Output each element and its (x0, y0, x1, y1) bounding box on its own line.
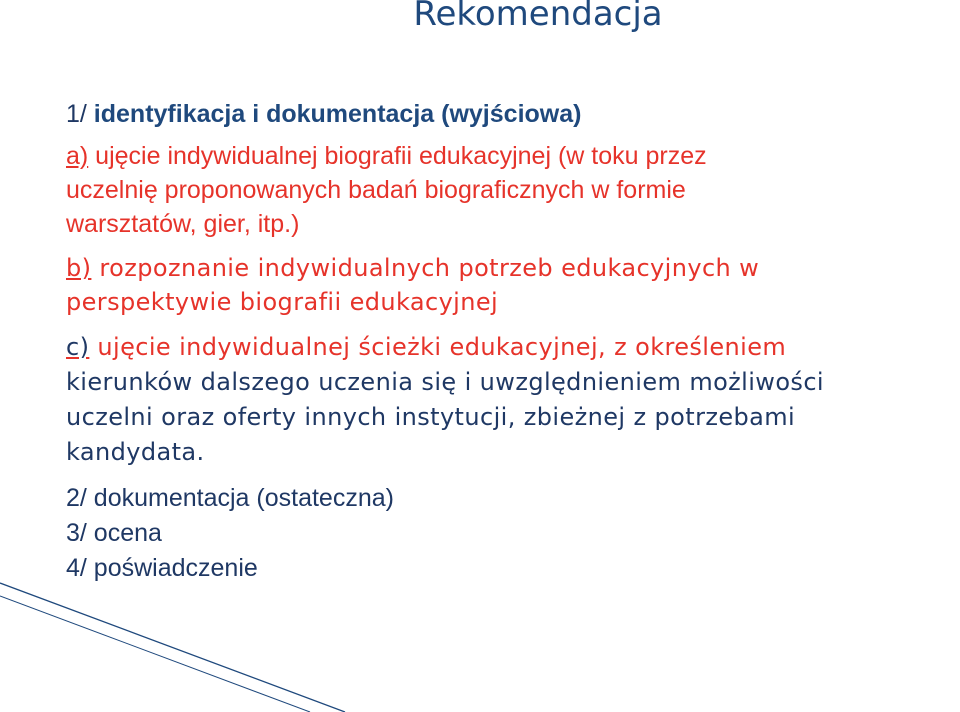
item-3: 3/ ocena (66, 519, 162, 547)
item-2: 2/ dokumentacja (ostateczna) (66, 484, 394, 512)
item-4: 4/ poświadczenie (66, 554, 258, 582)
item-c-marker: c) (66, 333, 90, 361)
item-c-line-4: kandydata. (66, 438, 205, 466)
item-b-marker: b) (66, 254, 92, 282)
item-c-line-2: kierunków dalszego uczenia się i uwzględnieniem możliwości (66, 368, 824, 396)
item-a-marker: a) (66, 142, 89, 170)
item-a-line-1: a) ujęcie indywidualnej biografii edukacyjnej (w toku przez (66, 142, 707, 170)
item-b-line-2: perspektywie biografii edukacyjnej (66, 288, 499, 316)
item-b-line-1: b) rozpoznanie indywidualnych potrzeb edukacyjnych w (66, 254, 760, 282)
item-c-line-3: uczelni oraz oferty innych instytucji, zbieżnej z potrzebami (66, 403, 796, 431)
item-c-line-1: c) ujęcie indywidualnej ścieżki edukacyjnej, z określeniem (66, 333, 787, 361)
item-1 (66, 100, 581, 129)
item-1-prefix: 1/ (66, 100, 94, 128)
item-a-line-2: uczelnię proponowanych badań biograficznych w formie (66, 176, 686, 204)
item-1-text: identyfikacja i dokumentacja (wyjściowa) (93, 100, 582, 128)
item-a-line-3: warsztatów, gier, itp.) (66, 210, 300, 238)
slide-title: Rekomendacja (413, 0, 663, 34)
